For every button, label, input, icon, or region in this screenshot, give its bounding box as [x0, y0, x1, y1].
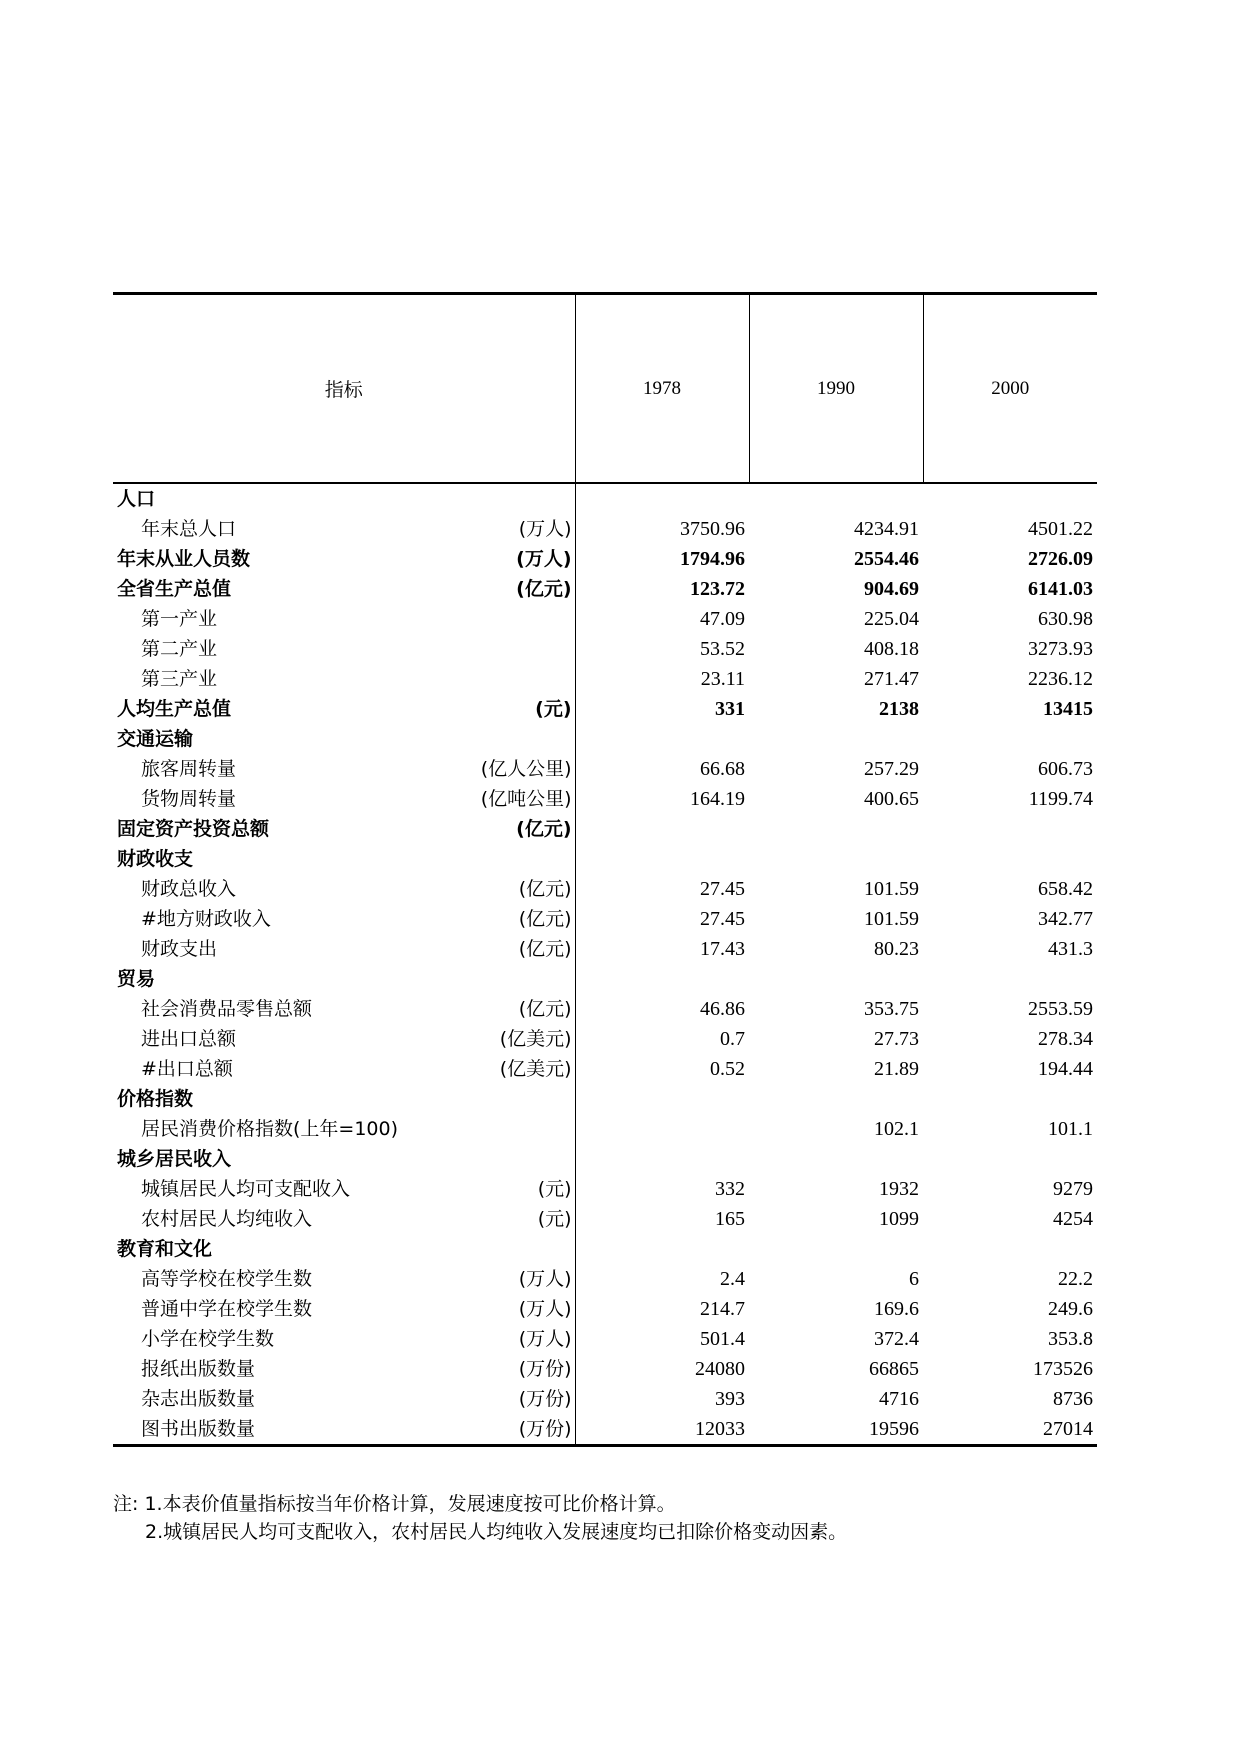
table-row — [113, 1264, 1097, 1294]
value-cell-1978: 24080 — [695, 1358, 746, 1380]
value-cell-2000: 4501.22 — [1028, 518, 1094, 540]
value-cell-1990: 372.4 — [874, 1328, 920, 1350]
unit-cell: (亿元) — [463, 574, 575, 604]
value-cell-2000 — [923, 814, 1097, 844]
footnote-2: 2.城镇居民人均可支配收入，农村居民人均纯收入发展速度均已扣除价格变动因素。 — [145, 1521, 848, 1543]
table-row — [113, 514, 1097, 544]
value-cell-1978: 0.52 — [710, 1058, 746, 1080]
value-cell-2000: 3273.93 — [1028, 638, 1094, 660]
indicator-label: 第三产业 — [141, 668, 218, 690]
table-row — [113, 483, 1097, 514]
unit-cell — [463, 1234, 575, 1264]
value-cell-1990: 408.18 — [864, 638, 920, 660]
value-cell-1978 — [575, 964, 749, 994]
value-cell-1990: 169.6 — [874, 1298, 920, 1320]
value-cell-1978 — [575, 483, 749, 514]
unit-cell: (万人) — [463, 514, 575, 544]
value-cell-1990: 400.65 — [864, 788, 920, 810]
unit-cell: (元) — [463, 1204, 575, 1234]
value-cell-2000: 1199.74 — [1028, 788, 1094, 810]
indicator-label: 年末总人口 — [141, 518, 237, 540]
indicator-label: 财政支出 — [141, 938, 218, 960]
indicator-label: 交通运输 — [117, 728, 194, 750]
table-row — [113, 754, 1097, 784]
table-row — [113, 664, 1097, 694]
unit-cell: (万份) — [463, 1384, 575, 1414]
unit-cell — [463, 483, 575, 514]
value-cell-1990 — [749, 1144, 923, 1174]
indicator-label: 财政总收入 — [141, 878, 237, 900]
value-cell-2000: 249.6 — [1048, 1298, 1094, 1320]
value-cell-2000: 2726.09 — [1028, 548, 1094, 570]
indicator-label: 第二产业 — [141, 638, 218, 660]
table-row — [113, 814, 1097, 844]
value-cell-1978: 331 — [715, 698, 746, 720]
unit-cell — [463, 664, 575, 694]
indicator-label: 进出口总额 — [141, 1028, 237, 1050]
value-cell-2000: 2236.12 — [1028, 668, 1094, 690]
unit-cell: (万份) — [463, 1414, 575, 1446]
indicator-label: 货物周转量 — [141, 788, 237, 810]
unit-cell — [463, 964, 575, 994]
value-cell-2000 — [923, 844, 1097, 874]
table-row — [113, 604, 1097, 634]
value-cell-2000 — [923, 964, 1097, 994]
value-cell-1978 — [575, 1084, 749, 1114]
unit-cell: (亿人公里) — [463, 754, 575, 784]
value-cell-1978: 214.7 — [700, 1298, 746, 1320]
value-cell-1978: 393 — [715, 1388, 746, 1410]
value-cell-2000: 27014 — [923, 1414, 1097, 1446]
table-row — [113, 1354, 1097, 1384]
indicator-label: 农村居民人均纯收入 — [141, 1208, 313, 1230]
unit-cell: (亿元) — [463, 814, 575, 844]
value-cell-1990: 27.73 — [874, 1028, 920, 1050]
value-cell-1990: 21.89 — [874, 1058, 920, 1080]
table-row — [113, 1084, 1097, 1114]
value-cell-2000: 8736 — [1053, 1388, 1094, 1410]
indicator-label: 价格指数 — [117, 1088, 194, 1110]
value-cell-1990: 225.04 — [864, 608, 920, 630]
value-cell-1978 — [575, 814, 749, 844]
value-cell-1978: 46.86 — [700, 998, 746, 1020]
table-body — [113, 483, 1097, 1446]
indicator-label: 贸易 — [117, 968, 156, 990]
unit-cell — [463, 1084, 575, 1114]
value-cell-2000 — [923, 1084, 1097, 1114]
indicator-label: 普通中学在校学生数 — [141, 1298, 313, 1320]
value-cell-1990: 257.29 — [864, 758, 920, 780]
value-cell-2000: 431.3 — [1048, 938, 1094, 960]
value-cell-1990: 2138 — [879, 698, 920, 720]
value-cell-1990 — [749, 1234, 923, 1264]
value-cell-2000: 4254 — [1053, 1208, 1094, 1230]
table-row — [113, 1204, 1097, 1234]
value-cell-1990 — [749, 1084, 923, 1114]
indicator-label: 社会消费品零售总额 — [141, 998, 313, 1020]
value-cell-1978: 47.09 — [700, 608, 746, 630]
value-cell-1990: 4716 — [879, 1388, 920, 1410]
value-cell-1978: 3750.96 — [680, 518, 746, 540]
table-row — [113, 784, 1097, 814]
value-cell-1978: 1794.96 — [680, 548, 746, 570]
unit-cell: (万人) — [463, 1264, 575, 1294]
table-row — [113, 994, 1097, 1024]
footnote-1: 注: 1.本表价值量指标按当年价格计算，发展速度按可比价格计算。 — [113, 1493, 676, 1515]
footnotes — [113, 1490, 847, 1546]
value-cell-1990: 101.59 — [864, 878, 920, 900]
value-cell-1990: 80.23 — [874, 938, 920, 960]
table-row — [113, 574, 1097, 604]
value-cell-2000: 342.77 — [1038, 908, 1094, 930]
indicator-label: 图书出版数量 — [113, 1414, 463, 1446]
unit-cell: (亿美元) — [463, 1054, 575, 1084]
table-row — [113, 1324, 1097, 1354]
value-cell-1978: 66.68 — [700, 758, 746, 780]
value-cell-1978: 0.7 — [720, 1028, 746, 1050]
value-cell-1978: 501.4 — [700, 1328, 746, 1350]
table-row — [113, 1054, 1097, 1084]
value-cell-1990 — [749, 964, 923, 994]
unit-cell — [463, 1114, 575, 1144]
indicator-label: 财政收支 — [117, 848, 194, 870]
table-row — [113, 1024, 1097, 1054]
indicator-label: 旅客周转量 — [141, 758, 237, 780]
table-row — [113, 694, 1097, 724]
table-row — [113, 724, 1097, 754]
value-cell-1978: 17.43 — [700, 938, 746, 960]
value-cell-2000: 13415 — [1043, 698, 1094, 720]
indicator-label: 城乡居民收入 — [117, 1148, 232, 1170]
value-cell-1978 — [575, 1144, 749, 1174]
unit-cell: (亿元) — [463, 934, 575, 964]
indicator-label: 第一产业 — [141, 608, 218, 630]
value-cell-1978: 332 — [715, 1178, 746, 1200]
table-row — [113, 1174, 1097, 1204]
indicator-label: 固定资产投资总额 — [117, 818, 270, 840]
value-cell-1990: 6 — [909, 1268, 920, 1290]
value-cell-2000: 173526 — [1033, 1358, 1094, 1380]
unit-cell: (元) — [463, 694, 575, 724]
value-cell-2000 — [923, 1234, 1097, 1264]
value-cell-1990 — [749, 724, 923, 754]
year-header-1978: 1978 — [575, 294, 749, 484]
value-cell-1990 — [749, 814, 923, 844]
statistics-table — [113, 292, 1097, 1447]
value-cell-1990: 101.59 — [864, 908, 920, 930]
table-row — [113, 874, 1097, 904]
indicator-label: 居民消费价格指数(上年=100) — [141, 1118, 399, 1140]
unit-cell: (万人) — [463, 1324, 575, 1354]
table-row — [113, 1384, 1097, 1414]
value-cell-2000 — [923, 724, 1097, 754]
value-cell-1990: 1932 — [879, 1178, 920, 1200]
value-cell-1978: 2.4 — [720, 1268, 746, 1290]
unit-cell — [463, 844, 575, 874]
indicator-label: #地方财政收入 — [141, 908, 271, 930]
value-cell-2000: 9279 — [1053, 1178, 1094, 1200]
value-cell-1990 — [749, 844, 923, 874]
value-cell-1990: 4234.91 — [854, 518, 920, 540]
table-row — [113, 1294, 1097, 1324]
value-cell-1978: 123.72 — [690, 578, 746, 600]
value-cell-1990: 353.75 — [864, 998, 920, 1020]
value-cell-1990: 66865 — [869, 1358, 920, 1380]
value-cell-2000: 353.8 — [1048, 1328, 1094, 1350]
unit-cell: (元) — [463, 1174, 575, 1204]
indicator-label: 教育和文化 — [117, 1238, 213, 1260]
value-cell-2000 — [923, 483, 1097, 514]
value-cell-2000: 194.44 — [1038, 1058, 1094, 1080]
value-cell-2000: 101.1 — [1048, 1118, 1094, 1140]
indicator-label: 人均生产总值 — [117, 698, 232, 720]
value-cell-2000: 22.2 — [1058, 1268, 1094, 1290]
value-cell-1990: 904.69 — [864, 578, 920, 600]
indicator-label: 杂志出版数量 — [141, 1388, 256, 1410]
value-cell-2000: 630.98 — [1038, 608, 1094, 630]
value-cell-1978: 164.19 — [690, 788, 746, 810]
indicator-label: 报纸出版数量 — [141, 1358, 256, 1380]
value-cell-2000: 658.42 — [1038, 878, 1094, 900]
unit-cell: (万人) — [463, 544, 575, 574]
table-row — [113, 964, 1097, 994]
indicator-label: 城镇居民人均可支配收入 — [141, 1178, 351, 1200]
table-row — [113, 1414, 1097, 1446]
table-row — [113, 934, 1097, 964]
unit-cell: (亿元) — [463, 904, 575, 934]
value-cell-1978: 53.52 — [700, 638, 746, 660]
value-cell-2000 — [923, 1144, 1097, 1174]
value-cell-2000: 6141.03 — [1028, 578, 1094, 600]
value-cell-2000: 2553.59 — [1028, 998, 1094, 1020]
value-cell-2000: 278.34 — [1038, 1028, 1094, 1050]
unit-cell: (亿美元) — [463, 1024, 575, 1054]
indicator-label: 年末从业人员数 — [117, 548, 251, 570]
value-cell-1978: 23.11 — [700, 668, 746, 690]
table-row — [113, 904, 1097, 934]
unit-cell: (亿元) — [463, 994, 575, 1024]
value-cell-1990: 19596 — [749, 1414, 923, 1446]
value-cell-1978 — [575, 1114, 749, 1144]
unit-cell: (亿吨公里) — [463, 784, 575, 814]
indicator-label: 人口 — [117, 488, 156, 510]
value-cell-1978 — [575, 844, 749, 874]
value-cell-1990 — [749, 483, 923, 514]
indicator-label: 全省生产总值 — [117, 578, 232, 600]
table-row — [113, 844, 1097, 874]
value-cell-1978: 165 — [715, 1208, 746, 1230]
value-cell-2000: 606.73 — [1038, 758, 1094, 780]
table-row — [113, 1144, 1097, 1174]
table-row — [113, 1234, 1097, 1264]
unit-cell — [463, 634, 575, 664]
unit-cell — [463, 724, 575, 754]
unit-cell — [463, 604, 575, 634]
value-cell-1978: 27.45 — [700, 878, 746, 900]
year-header-2000: 2000 — [923, 294, 1097, 484]
value-cell-1990: 271.47 — [864, 668, 920, 690]
table-header — [113, 294, 1097, 484]
indicator-label: #出口总额 — [141, 1058, 233, 1080]
value-cell-1990: 1099 — [879, 1208, 920, 1230]
value-cell-1990: 102.1 — [874, 1118, 920, 1140]
table-row — [113, 544, 1097, 574]
table-row — [113, 1114, 1097, 1144]
value-cell-1990: 2554.46 — [854, 548, 920, 570]
indicator-header: 指标 — [113, 294, 575, 484]
value-cell-1978 — [575, 1234, 749, 1264]
year-header-1990: 1990 — [749, 294, 923, 484]
value-cell-1978 — [575, 724, 749, 754]
unit-cell: (亿元) — [463, 874, 575, 904]
value-cell-1978: 27.45 — [700, 908, 746, 930]
unit-cell — [463, 1144, 575, 1174]
indicator-label: 小学在校学生数 — [141, 1328, 275, 1350]
unit-cell: (万份) — [463, 1354, 575, 1384]
unit-cell: (万人) — [463, 1294, 575, 1324]
value-cell-1978: 12033 — [575, 1414, 749, 1446]
table-row — [113, 634, 1097, 664]
indicator-label: 高等学校在校学生数 — [141, 1268, 313, 1290]
